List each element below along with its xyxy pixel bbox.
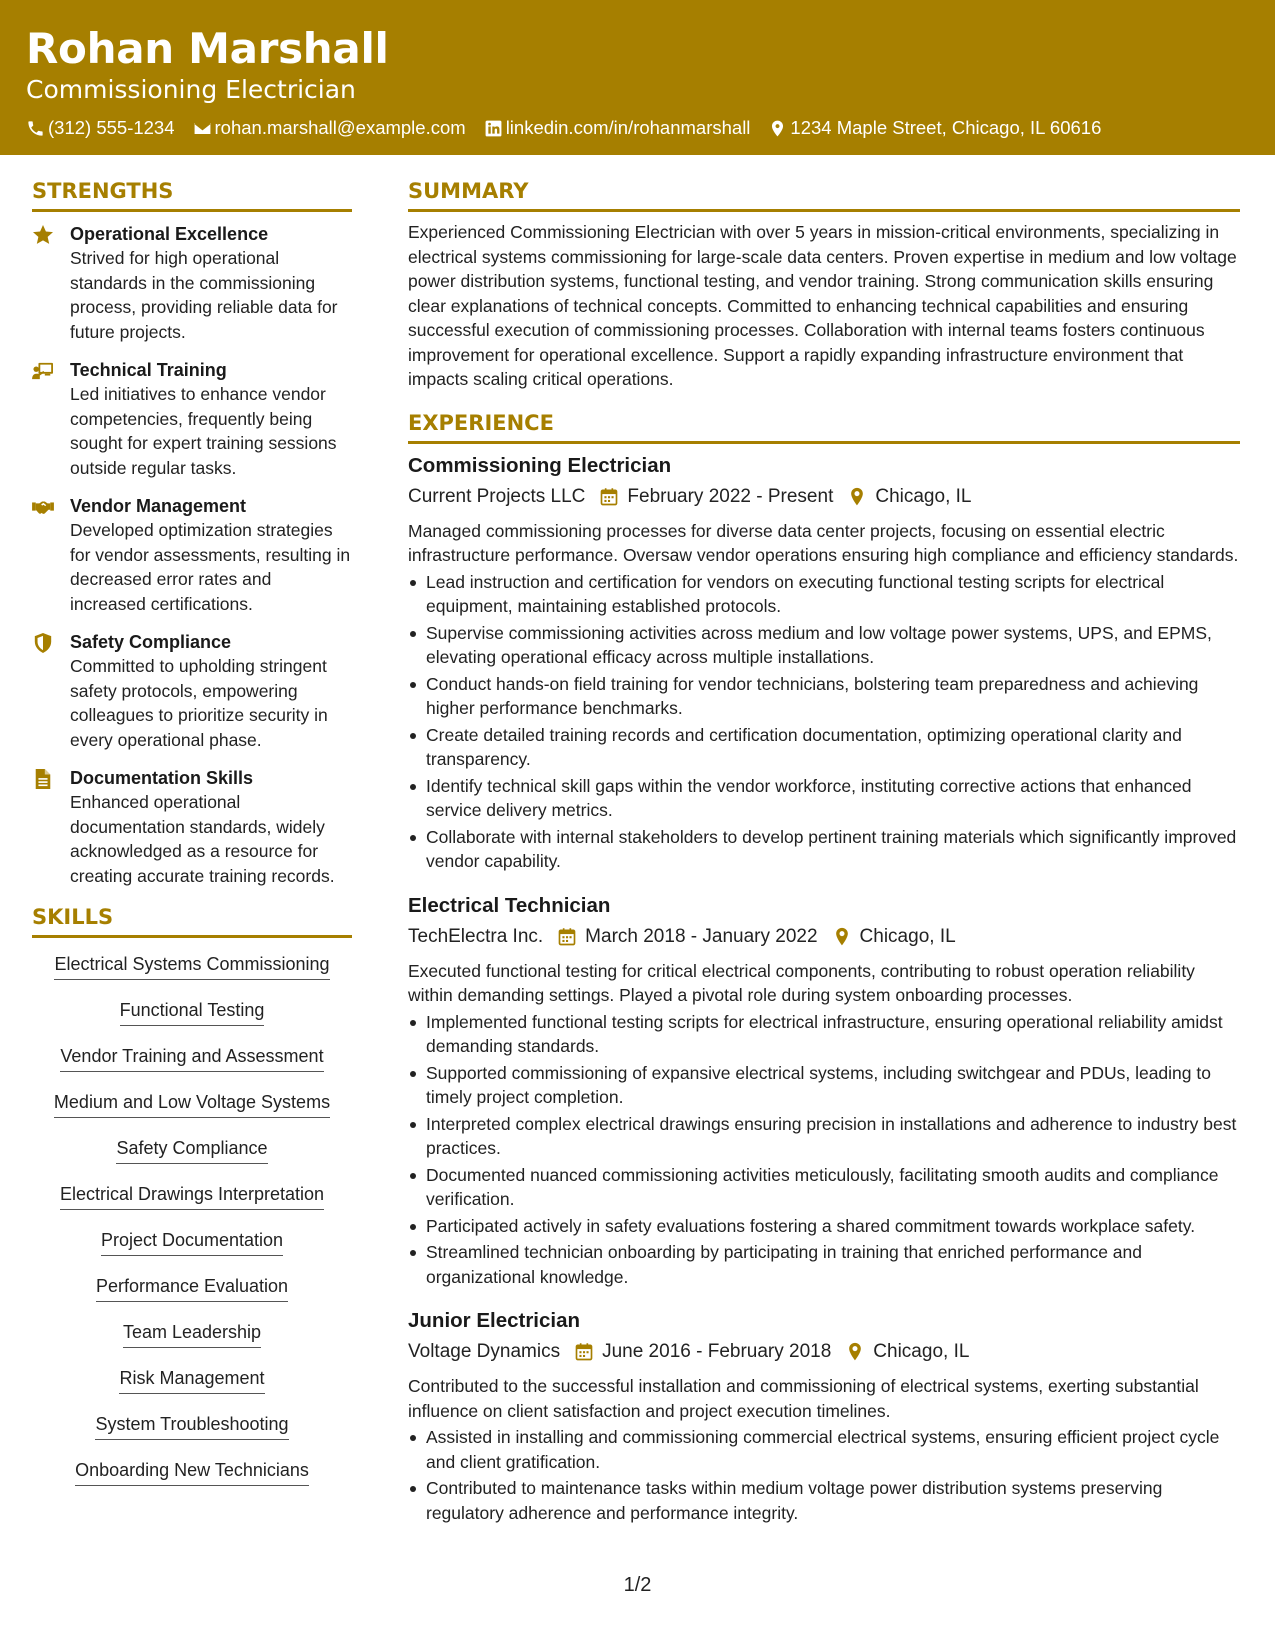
list-item: Interpreted complex electrical drawings ensuring precision in installations and adherence to industry best practices.	[408, 1112, 1240, 1161]
job-entry	[408, 1307, 1240, 1525]
handshake-icon	[32, 494, 70, 616]
job-description: Contributed to the successful installation and commissioning of electrical systems, exerting substantial influence on client satisfaction and project execution timelines.	[408, 1376, 1199, 1421]
skills-list	[32, 952, 352, 1504]
skill-item: Medium and Low Voltage Systems	[54, 1090, 330, 1118]
list-item: Identify technical skill gaps within the vendor workforce, instituting corrective actions that enhanced service delivery metrics.	[408, 774, 1240, 823]
list-item: Implemented functional testing scripts for electrical infrastructure, ensuring operational reliability amidst demanding standards.	[408, 1010, 1240, 1059]
strength-item	[32, 494, 352, 616]
job-meta	[408, 1338, 1240, 1366]
strength-title: Operational Excellence	[70, 224, 269, 244]
list-item: Lead instruction and certification for vendors on executing functional testing scripts for electrical equipment, maintaining established protocols.	[408, 570, 1240, 619]
map-marker-icon	[847, 487, 867, 507]
strength-title: Technical Training	[70, 360, 227, 380]
phone-text: (312) 555-1234	[48, 117, 175, 138]
strength-description: Enhanced operational documentation standards, widely acknowledged as a resource for creating accurate training records.	[70, 792, 335, 886]
strength-description: Strived for high operational standards in the commissioning process, providing reliable data for future projects.	[70, 248, 338, 342]
strengths-heading: STRENGTHS	[32, 176, 352, 212]
list-item: Assisted in installing and commissioning commercial electrical systems, ensuring efficient project cycle and client gratification.	[408, 1425, 1240, 1474]
calendar-icon	[557, 927, 577, 947]
email-text: rohan.marshall@example.com	[214, 117, 466, 138]
strength-title: Documentation Skills	[70, 768, 254, 788]
skill-item: Functional Testing	[120, 998, 265, 1026]
job-entry	[408, 892, 1240, 1290]
star-icon	[32, 222, 70, 344]
job-bullets	[408, 570, 1240, 874]
skill-item: Electrical Systems Commissioning	[54, 952, 329, 980]
job-location: Chicago, IL	[859, 925, 956, 947]
right-column	[408, 176, 1240, 1527]
list-item: Participated actively in safety evaluations fostering a shared commitment towards workplace safety.	[408, 1214, 1240, 1239]
strengths-section	[32, 176, 352, 888]
job-meta	[408, 483, 1240, 511]
document-icon	[32, 766, 70, 888]
left-column	[32, 176, 352, 1504]
phone-icon	[26, 119, 45, 138]
strength-description: Developed optimization strategies for vendor assessments, resulting in decreased error rates and increased certifications.	[70, 520, 351, 614]
job-description: Executed functional testing for critical electrical components, contributing to robust operation reliability within demanding settings. Played a pivotal role during system onboarding processes.	[408, 960, 1195, 1005]
list-item: Conduct hands-on field training for vendor technicians, bolstering team preparedness and achieving higher performance benchmarks.	[408, 672, 1240, 721]
strength-item	[32, 222, 352, 344]
list-item: Contributed to maintenance tasks within medium voltage power distribution systems preserving regulatory adherence and performance integrity.	[408, 1476, 1240, 1525]
skill-item: System Troubleshooting	[95, 1412, 288, 1440]
address-text: 1234 Maple Street, Chicago, IL 60616	[790, 117, 1102, 138]
map-marker-icon	[845, 1342, 865, 1362]
strength-description: Committed to upholding stringent safety protocols, empowering colleagues to prioritize security in every operational phase.	[70, 656, 328, 750]
skill-item: Performance Evaluation	[96, 1274, 288, 1302]
job-meta	[408, 923, 1240, 951]
skill-item: Vendor Training and Assessment	[60, 1044, 323, 1072]
strength-title: Vendor Management	[70, 496, 247, 516]
job-description: Managed commissioning processes for diverse data center projects, focusing on essential electric infrastructure performance. Oversaw vendor operations ensuring high compliance and efficiency standards.	[408, 520, 1239, 565]
map-marker-icon	[832, 927, 852, 947]
job-bullets	[408, 1425, 1240, 1525]
list-item: Documented nuanced commissioning activities meticulously, facilitating smooth audits and compliance verification.	[408, 1163, 1240, 1212]
linkedin-icon	[484, 119, 503, 138]
summary-section	[408, 176, 1240, 392]
experience-heading: EXPERIENCE	[408, 408, 1240, 444]
contact-address	[768, 116, 1101, 140]
skill-item: Onboarding New Technicians	[75, 1458, 309, 1486]
job-dates: February 2022 - Present	[627, 485, 834, 507]
summary-text: Experienced Commissioning Electrician with over 5 years in mission-critical environments, specializing in electrical systems commissioning for large-scale data centers. Proven expertise in medium and low voltage power distribution systems, functional testing, and vendor training. Strong communication skills ensuring clear explanations of technical concepts. Committed to enhancing technical capabilities and ensuring successful execution of commissioning processes. Collaboration with internal teams fosters continuous improvement for operational excellence. Support a rapidly expanding infrastructure environment that impacts scaling critical operations.	[408, 222, 1237, 389]
job-title: Junior Electrician	[408, 1309, 581, 1332]
experience-section	[408, 408, 1240, 1526]
strength-item	[32, 630, 352, 752]
list-item: Streamlined technician onboarding by participating in training that enriched performance and organizational knowledge.	[408, 1240, 1240, 1289]
linkedin-text: linkedin.com/in/rohanmarshall	[505, 117, 751, 138]
skills-section	[32, 902, 352, 1504]
skill-item: Project Documentation	[101, 1228, 283, 1256]
list-item: Create detailed training records and certification documentation, optimizing operational clarity and transparency.	[408, 723, 1240, 772]
contact-linkedin[interactable]	[484, 116, 751, 140]
job-title: Electrical Technician	[408, 893, 611, 917]
job-title: Commissioning Electrician	[408, 453, 672, 477]
map-marker-icon	[768, 119, 787, 138]
skill-item: Team Leadership	[123, 1320, 261, 1348]
job-dates: March 2018 - January 2022	[585, 925, 818, 947]
strengths-list	[32, 222, 352, 888]
page-number: 1/2	[623, 1574, 652, 1596]
shield-icon	[32, 630, 70, 752]
job-location: Chicago, IL	[875, 485, 972, 507]
strength-item	[32, 766, 352, 888]
strength-item	[32, 358, 352, 480]
skill-item: Safety Compliance	[116, 1136, 267, 1164]
list-item: Supported commissioning of expansive electrical systems, including switchgear and PDUs, leading to timely project completion.	[408, 1061, 1240, 1110]
skill-item: Electrical Drawings Interpretation	[60, 1182, 324, 1210]
strength-description: Led initiatives to enhance vendor competencies, frequently being sought for expert training sessions outside regular tasks.	[70, 384, 337, 478]
summary-heading: SUMMARY	[408, 176, 1240, 212]
strength-title: Safety Compliance	[70, 632, 232, 652]
company-name: Voltage Dynamics	[408, 1341, 561, 1362]
company-name: Current Projects LLC	[408, 485, 586, 507]
candidate-name: Rohan Marshall	[26, 24, 389, 73]
calendar-icon	[599, 487, 619, 507]
job-location: Chicago, IL	[873, 1341, 970, 1362]
list-item: Supervise commissioning activities across medium and low voltage power systems, UPS, and EPMS, elevating operational efficacy across multiple installations.	[408, 621, 1240, 670]
job-dates: June 2016 - February 2018	[602, 1341, 832, 1362]
envelope-icon	[193, 119, 212, 138]
contact-bar	[26, 116, 1275, 140]
skills-heading: SKILLS	[32, 902, 352, 938]
chalkboard-teacher-icon	[32, 358, 70, 480]
job-entry	[408, 452, 1240, 874]
contact-phone[interactable]	[26, 116, 175, 140]
skill-item: Risk Management	[119, 1366, 264, 1394]
list-item: Collaborate with internal stakeholders to develop pertinent training materials which significantly improved vendor capability.	[408, 825, 1240, 874]
contact-email[interactable]	[193, 116, 466, 140]
company-name: TechElectra Inc.	[408, 925, 544, 947]
calendar-icon	[574, 1342, 594, 1362]
resume-header	[0, 0, 1275, 155]
job-bullets	[408, 1010, 1240, 1290]
candidate-role: Commissioning Electrician	[26, 75, 356, 104]
